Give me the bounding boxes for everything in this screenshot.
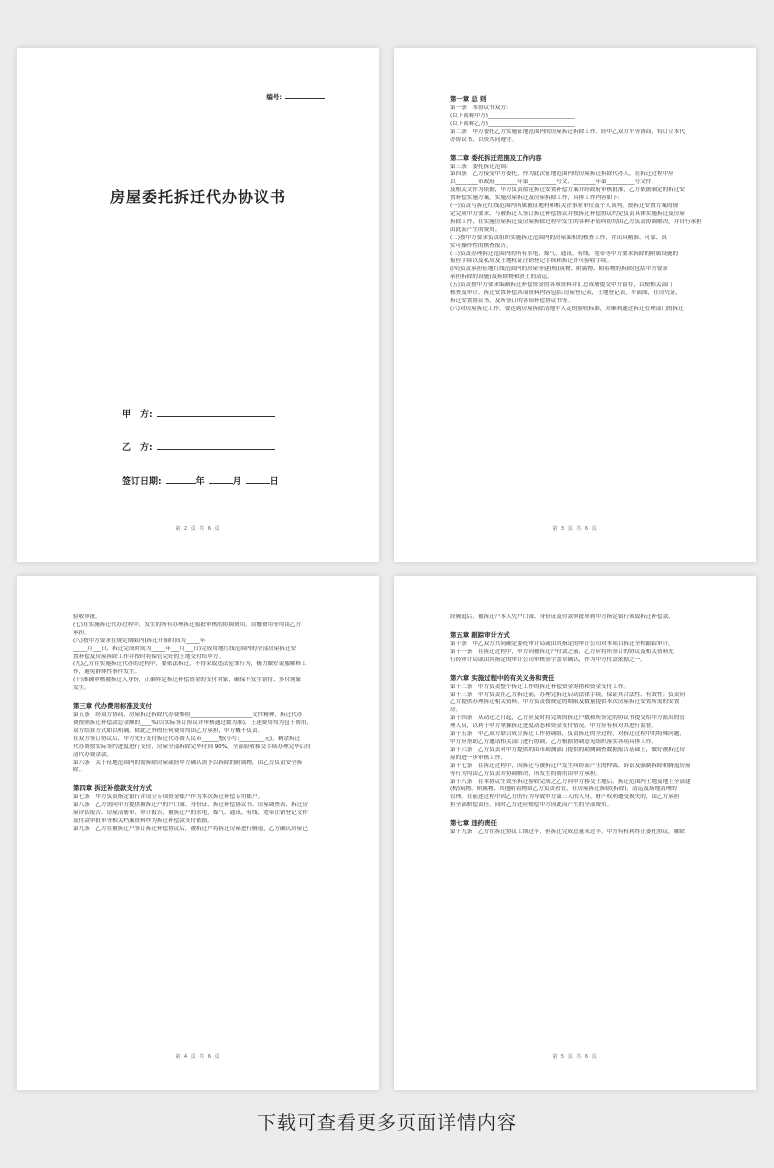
text-line: (构)筑物、附属物、其他附着物由乙方负责看管，在房屋拆迁拆除(拆除)，清运及场地清理的 [450, 786, 677, 793]
text-line: 甲方应帮助乙方邀请相关部门进行协调，乙方根据协调意见组织落实各项具体工作。 [450, 738, 657, 745]
text-line: (七)在实施拆迁代办过程中，发生的所有办理拆迁报批审核的协调费用，误餐费用等均由乙方 [73, 621, 302, 628]
party-a-field [122, 407, 275, 420]
text-line: 第十四条 从动迁之日起，乙方应及时将完成的拆迁户数和所签定的协议书提交给甲方派出的管 [450, 715, 685, 722]
page-content [73, 614, 329, 834]
text-line: 第八条 乙方需向甲方提供被拆迁户的户口簿、身份证、拆迁补偿协议书、房屋调查表、拆迁房 [73, 802, 308, 809]
party-a-underline [157, 407, 275, 417]
text-line: (四)负责承担征地红线范围内的房屋等建(构)筑物、附属物、附着物的拆除(包括甲方要求 [450, 266, 668, 273]
text-line: 第三条 委托拆迁范围: [450, 163, 508, 170]
text-line: 承担拆除的设施)及拆除物和渣土的清运。 [450, 274, 553, 281]
section-heading: 第四章 拆迁补偿款支付方式 [73, 784, 152, 793]
text-line: 拆迁安置协议书，及所签订的各项补偿协议书等。 [450, 297, 574, 304]
text-line: 第十八条 在本协议生效至拆迁验收完成之乙方向甲方移交土地后，拆迁范围内土地及地上全部建 [450, 778, 691, 785]
download-caption: 下载可查看更多页面详情内容 [256, 1112, 517, 1134]
party-b-underline [157, 440, 275, 450]
text-line: 乙方提供办理拆迁相关资料，甲方负责按规定的期限及数量提供本次房屋拆迁安置所需的安置 [450, 699, 680, 706]
text-line: 屋评估报告、房屋清册单、审计报告、被拆迁户的水电、煤气、通讯、有线、宽带注销登记文件 [73, 810, 308, 817]
party-b-field [122, 440, 275, 453]
text-line: 定完成甲方要求，与被拆迁人签订拆迁补偿协议并按拆迁补偿协议约定负责具体实施拆迁及房屋 [450, 210, 685, 217]
text-line: (六)对房屋拆迁工作，要达到房屋拆除清地平人走的验收标准，并顺利通过拆迁管理部门的拆迁 [450, 305, 684, 312]
text-line: 管理。在前述过程中因乙方的行为导致甲方第三人的人身、财产权利遭受损失的，由乙方承担 [450, 794, 680, 801]
text-line: 第四条 乙方接受甲方委托，作为此次征地范围内的房屋拆迁拆除代办人，在拆迁过程中应 [450, 171, 674, 178]
text-line: 第九条 乙方在被拆迁户签订拆迁补偿协议后，被拆迁户将拆迁房屋进行腾退，乙方确认房屋已 [73, 825, 308, 832]
text-line: 第十七条 在拆迁过程中，因拆迁与被拆迁户发生纠纷而产生的仲裁、诉讼及强制拆除和腾退房屋 [450, 762, 691, 769]
text-line: 代办费按实际签约进度进行支付，房屋全部拆除完毕付到 90%，全部验收移交手续办理完毕后付 [73, 743, 311, 750]
text-line: 第一条 本协议书双方: [450, 105, 508, 111]
text-line: 核查及审计，拆迁安置补偿各项资料内容包括:房屋登记表，土地登记表，平面图，住房凭证， [450, 290, 682, 297]
text-line: (三)负责办理拆迁范围内的所有水电、煤气、通讯、有线、宽带等甲方要求拆除的附属设施的 [450, 250, 679, 257]
text-line: 理人员，以利于甲方掌握拆迁进度动态和资金支付情况。甲方应有权对其进行监督。 [450, 723, 657, 730]
text-line: 及付款审批单等相关档案资料作为拆迁补偿款支付依据。 [73, 818, 213, 825]
text-line: 行经审计局或由其指定的审计公司审核签字盖章确认，作为甲方付款依据之一。 [450, 656, 646, 663]
text-line: 由此而产生的费用。 [450, 226, 501, 233]
section-heading: 第一章 总 则 [450, 95, 487, 103]
text-line: 作，避免群体性事件发生。 [73, 669, 141, 676]
page-footer: 第 3 页 共 6 页 [552, 526, 598, 532]
party-b-label: 乙 方: [122, 443, 153, 453]
text-line: 及相关文件为依据，甲方负责拟定拆迁安置补偿方案并经政府审核批准，乙方依据制定的拆迁安 [450, 187, 685, 194]
section-heading: 第五章 跟踪审计方式 [450, 630, 510, 639]
text-line: 第十一条 在拆迁过程中，甲方向被拆迁户付款之前，乙方应将所签订的协议及相关资料先 [450, 648, 674, 655]
document-page-cover [17, 48, 379, 562]
sign-date-label: 签订日期: [122, 477, 162, 487]
text-line: 置补偿实施方案，实施房屋拆迁及房屋拆除工作，具体工作内容如下: [450, 195, 620, 202]
month-label: 月 [232, 477, 242, 487]
text-line: 担全部赔偿责任，同时乙方还应赔偿甲方因此而产生的全部费用。 [450, 802, 613, 809]
text-line: 等行为均由乙方负责并协调解决，所发生的费用由甲方承担。 [450, 770, 602, 777]
section-heading: 第七章 违约责任 [450, 819, 497, 828]
text-line: 经腾退后，被拆迁户本人凭户口簿、身份证及付款审批单到甲方指定银行领取拆迁补偿款。 [450, 614, 674, 620]
text-line: 第二条 甲方委托乙方实施征地范围内的房屋拆迁拆除工作。经甲乙双方平等协商，特订立本代 [450, 128, 685, 135]
document-title: 房屋委托拆迁代办协议书 [109, 188, 286, 206]
text-line: 第十条 甲乙双方共同确定委托审计局或由其指定的审计公司对本项目拆迁全程跟踪审计。 [450, 640, 674, 647]
text-line: 验收审批。 [73, 614, 101, 620]
text-line: 置补偿及房屋拆除工作并按时将保管完好的土地交付给甲方。 [73, 653, 225, 660]
page-footer: 第 4 页 共 6 页 [175, 1054, 221, 1060]
text-line: 双方结算方式如以明确，除此之外的任何费用均由乙方承担，甲方概不负责。 [73, 727, 264, 734]
text-line: 房。 [450, 707, 462, 714]
text-line: (九)乙方在实施拆迁代办的过程中，要依法拆迁，不得采取违法犯罪行为，极力做好说服解释工 [73, 661, 307, 668]
section-heading: 第三章 代办费用标准及支付 [73, 702, 152, 711]
text-line: (以下简称乙方)_______________________________ [450, 120, 575, 127]
text-line: 第十九条 乙方在拆迁协议工期过半，但拆迁完成总量未过半，甲方有权利终止委托协议，解除 [450, 829, 685, 836]
text-line: 屋的进一步审核工作。 [450, 754, 506, 761]
text-line: 除。 [73, 767, 85, 774]
text-line: 以________市政府________年第__________号文、________年第__________号文件 [450, 179, 652, 186]
serial-number-field [266, 92, 325, 101]
section-heading: 第二章 委托拆迁范围及工作内容 [450, 153, 542, 162]
text-line: 第六条 关于征地范围内的需拆除房屋或经甲方确认需予以拆除的附属物，由乙方负责安全拆 [73, 759, 303, 766]
section-heading: 第六章 实施过程中的有关义务和责任 [450, 673, 555, 682]
text-line: (二)按甲方要求负责组织实施拆迁范围内的房屋面积的核查工作，并出具精准、可靠、真 [450, 234, 667, 241]
document-page-3 [394, 48, 756, 562]
page-content [450, 614, 706, 837]
page-footer: 第 5 页 共 6 页 [552, 1054, 598, 1060]
text-line: 费按照拆迁补偿款总金额的____%(以实际签订协议并审核通过数为准)，上述费用均为包干费用， [73, 719, 313, 726]
text-line: (五)负责按甲方要求编制拆迁补偿资金的各项资料并汇总成册提交甲方留存，以便相关部门 [450, 282, 673, 289]
serial-label: 编号: [266, 93, 282, 101]
text-line: 实可操作性的核查报告。 [450, 242, 512, 249]
text-line: (一)负责与拆迁红线范围内所属被征地村和相关企事业单位及个人谈判，按拆迁安置方案的规 [450, 203, 679, 210]
text-line: 第十三条 甲方负责在乙方拆迁前，办理完拆迁启动法律手续，保证其合法性、有效性；负责向 [450, 691, 685, 698]
text-line: 办协议书，以资共同遵守。 [450, 136, 518, 143]
text-line: 拆除工作，在实施房屋拆迁及房屋拆除过程中发生的各种矛盾纠纷均由乙方负责协调解决，并自行承担 [450, 218, 702, 225]
text-line: (八)按甲方要求在规定期限内(拆迁开始时间为_____年 [73, 637, 206, 644]
document-page-4 [17, 576, 379, 1090]
day-underline [246, 474, 270, 484]
text-line: 第十六条 乙方负责对甲方提供的由市勘测部门提供的勘测调查数据报告基础上，做好被拆迁房 [450, 746, 685, 753]
party-a-label: 甲 方: [122, 410, 153, 420]
sign-date-field [122, 474, 279, 487]
page-content [450, 86, 706, 314]
page-footer: 第 2 页 共 6 页 [175, 526, 221, 532]
text-line: 第十五条 甲乙双方联合成立拆迁工作协调组，负责拆迁的全过程，对拆迁过程中的特殊问题， [450, 731, 685, 738]
text-line: _____月___日，拆迁完成时间为_____年___月___日)完成用地红线范围内的全部房屋拆迁安 [73, 645, 297, 652]
day-label: 日 [269, 477, 279, 487]
year-label: 年 [195, 477, 205, 487]
text-line: (十)准确审核被拆迁人身份，正确界定拆迁补偿资金的支付对象，确保不发生错付、多付现象 [73, 677, 302, 684]
serial-underline [285, 92, 325, 99]
month-underline [209, 474, 233, 484]
text-line: 发生。 [73, 685, 90, 692]
document-page-5 [394, 576, 756, 1090]
text-line: 在双方签订协议后，甲方先行支付拆迁代办费人民币______整(小写:_________元)，剩余拆迁 [73, 735, 301, 742]
text-line: 第十二条 甲方负责整个拆迁工作的拆迁补偿资金筹措和资金支付工作。 [450, 683, 630, 690]
text-line: 第七条 甲方负责指定银行并设立专项资金账户作为本次拆迁补偿专用账户。 [73, 794, 264, 801]
year-underline [166, 474, 196, 484]
text-line: 报停手续以及私房及土地权证注销登记手续和拆迁许可验收手续。 [450, 258, 613, 265]
text-line: 清代办费余款。 [73, 751, 113, 758]
text-line: 承担。 [73, 629, 90, 636]
text-line: (以下简称甲方)_______________________________ [450, 112, 575, 119]
text-line: 第五条 经双方协商，房屋拆迁拆除代办费参照______________________文件精神，拆迁代办 [73, 712, 303, 719]
